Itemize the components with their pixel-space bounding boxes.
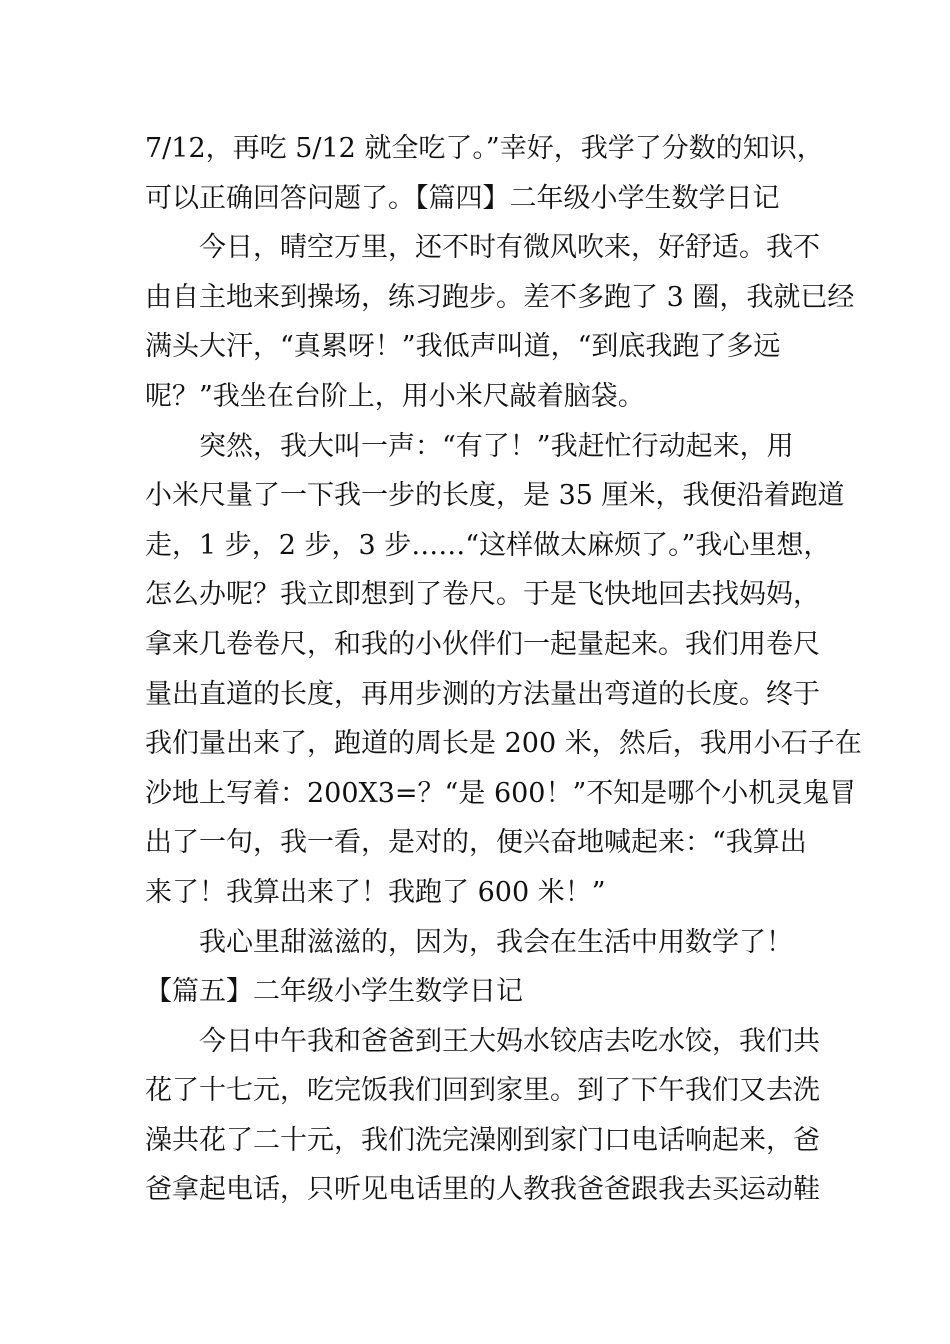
text-line: 怎么办呢？我立即想到了卷尺。于是飞快地回去找妈妈， bbox=[145, 579, 820, 611]
text-line: 小米尺量了一下我一步的长度，是 35 厘米，我便沿着跑道 bbox=[145, 480, 845, 512]
text-line: 可以正确回答问题了。【篇四】二年级小学生数学日记 bbox=[145, 182, 780, 214]
document-body bbox=[145, 124, 862, 1215]
section-heading: 【篇五】二年级小学生数学日记 bbox=[145, 976, 523, 1008]
text-line: 沙地上写着：200X3=？“是 600！”不知是哪个小机灵鬼冒 bbox=[145, 777, 857, 809]
text-line: 我们量出来了，跑道的周长是 200 米，然后，我用小石子在 bbox=[145, 728, 862, 760]
paragraph-start-line: 今日，晴空万里，还不时有微风吹来，好舒适。我不 bbox=[199, 232, 820, 264]
text-line: 爸拿起电话，只听见电话里的人教我爸爸跟我去买运动鞋 bbox=[145, 1174, 820, 1206]
text-line: 拿来几卷卷尺，和我的小伙伴们一起量起来。我们用卷尺 bbox=[145, 628, 820, 660]
text-line: 7/12，再吃 5/12 就全吃了。”幸好，我学了分数的知识， bbox=[145, 133, 824, 164]
paragraph-start-line: 我心里甜滋滋的，因为，我会在生活中用数学了！ bbox=[199, 926, 793, 958]
paragraph-start-line: 突然，我大叫一声：“有了！”我赶忙行动起来，用 bbox=[199, 430, 794, 462]
text-line: 来了！我算出来了！我跑了 600 米！” bbox=[145, 876, 606, 908]
text-line: 花了十七元，吃完饭我们回到家里。到了下午我们又去洗 bbox=[145, 1075, 820, 1107]
text-line: 出了一句，我一看，是对的，便兴奋地喊起来：“我算出 bbox=[145, 827, 807, 859]
text-line: 澡共花了二十元，我们洗完澡刚到家门口电话响起来，爸 bbox=[145, 1124, 820, 1156]
text-line: 由自主地来到操场，练习跑步。差不多跑了 3 圈，我就已经 bbox=[145, 281, 855, 313]
text-line: 走，1 步，2 步，3 步……“这样做太麻烦了。”我心里想， bbox=[145, 529, 831, 561]
text-line: 呢？”我坐在台阶上，用小米尺敲着脑袋。 bbox=[145, 380, 645, 412]
text-line: 量出直道的长度，再用步测的方法量出弯道的长度。终于 bbox=[145, 678, 820, 710]
text-line: 满头大汗，“真累呀！”我低声叫道，“到底我跑了多远 bbox=[145, 331, 781, 363]
paragraph-start-line: 今日中午我和爸爸到王大妈水铰店去吃水饺，我们共 bbox=[199, 1025, 820, 1057]
